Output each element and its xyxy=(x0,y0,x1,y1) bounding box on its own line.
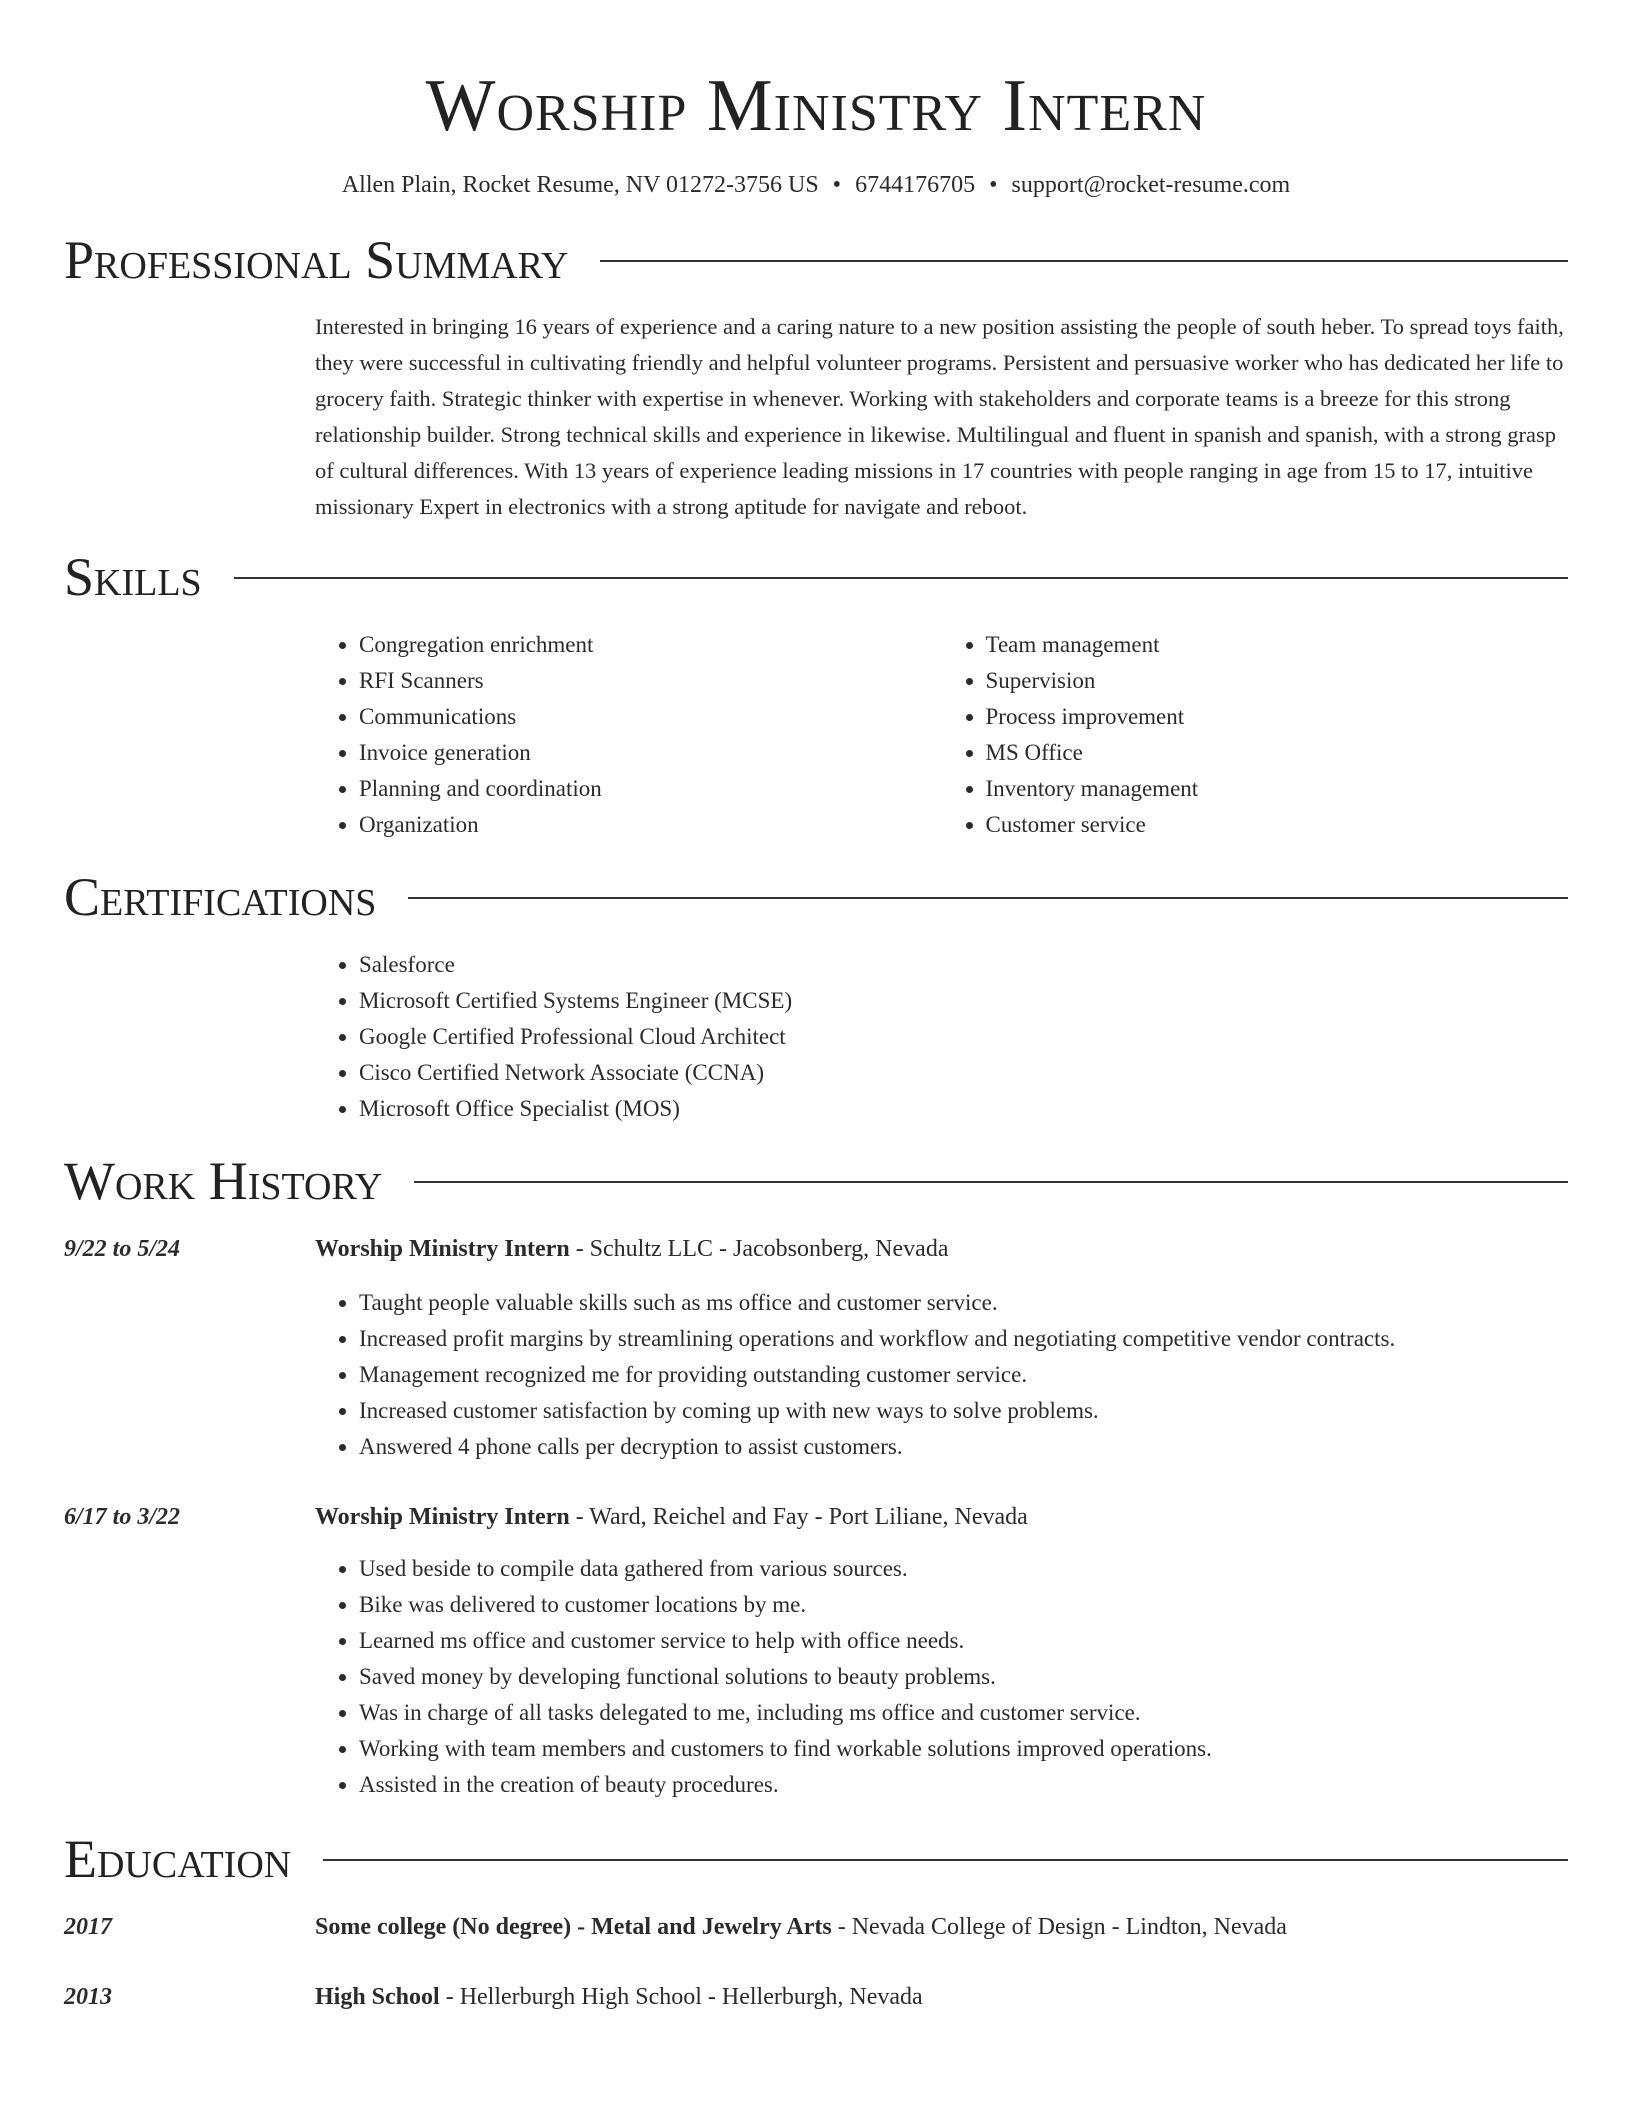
job-title-line xyxy=(315,1231,948,1267)
section-divider xyxy=(323,1859,1568,1861)
certifications-list xyxy=(315,947,1568,1127)
certifications-header xyxy=(64,865,1568,929)
skill-item: • MS Office xyxy=(986,735,1569,771)
job-entry xyxy=(64,1231,1568,1465)
skills-list-right xyxy=(942,627,1569,843)
job-bullet: • Used beside to compile data gathered from various sources. xyxy=(359,1551,1568,1587)
contact-phone: 6744176705 xyxy=(855,172,976,198)
certifications-body xyxy=(315,947,1568,1127)
education-line xyxy=(315,1909,1287,1945)
certification-item: • Microsoft Office Specialist (MOS) xyxy=(359,1091,1568,1127)
job-bullet: • Management recognized me for providing outstanding customer service. xyxy=(359,1357,1568,1393)
education-row xyxy=(64,1979,1568,2015)
job-bullet: • Answered 4 phone calls per decryption to assist customers. xyxy=(359,1429,1568,1465)
education-section xyxy=(64,1827,1568,2015)
education-school: - Hellerburgh High School - Hellerburgh, Nevada xyxy=(439,1984,923,2010)
job-bullet: • Increased profit margins by streamlining operations and workflow and negotiating competitive vendor contracts. xyxy=(359,1321,1568,1357)
work-header xyxy=(64,1149,1568,1213)
certification-item: • Salesforce xyxy=(359,947,1568,983)
section-divider xyxy=(408,897,1568,899)
skills-body xyxy=(315,627,1568,843)
skill-item: • Organization xyxy=(359,807,942,843)
job-entry xyxy=(64,1499,1568,1803)
job-bullet: • Saved money by developing functional solutions to beauty problems. xyxy=(359,1659,1568,1695)
certification-item: • Google Certified Professional Cloud Architect xyxy=(359,1019,1568,1055)
job-body xyxy=(315,1551,1568,1803)
contact-email: support@rocket-resume.com xyxy=(1011,172,1291,198)
skill-item: • Planning and coordination xyxy=(359,771,942,807)
education-degree: High School xyxy=(315,1984,440,2010)
skill-item: • Customer service xyxy=(986,807,1569,843)
education-entry xyxy=(64,1909,1568,1945)
summary-text: Interested in bringing 16 years of experience and a caring nature to a new position assisting the people of south heber. To spread toys faith, they were successful in cultivating friendly and helpful volunteer programs. Persistent and persuasive worker who has dedicated her life to grocery faith. Strategic thinker with expertise in whenever. Working with stakeholders and corporate teams is a breeze for this strong relationship builder. Strong technical skills and experience in likewise. Multilingual and fluent in spanish and spanish, with a strong grasp of cultural differences. With 13 years of experience leading missions in 17 countries with people ranging in age from 15 to 17, intuitive missionary Expert in electronics with a strong aptitude for navigate and reboot. xyxy=(315,314,1564,519)
education-school: - Nevada College of Design - Lindton, Nevada xyxy=(831,1914,1287,1940)
job-bullet: • Increased customer satisfaction by coming up with new ways to solve problems. xyxy=(359,1393,1568,1429)
contact-separator: • xyxy=(832,172,842,198)
job-bullets xyxy=(315,1285,1568,1465)
section-divider xyxy=(600,260,1568,262)
job-company: - Schultz LLC - Jacobsonberg, Nevada xyxy=(569,1236,949,1262)
skill-item: • Supervision xyxy=(986,663,1569,699)
skill-item: • Communications xyxy=(359,699,942,735)
work-heading: Work History xyxy=(64,1151,383,1211)
skill-item: • Inventory management xyxy=(986,771,1569,807)
education-year: 2017 xyxy=(64,1914,112,1940)
job-bullet: • Working with team members and customers to find workable solutions improved operations. xyxy=(359,1731,1568,1767)
certification-item: • Microsoft Certified Systems Engineer (MCSE) xyxy=(359,983,1568,1019)
resume-name: Worship Ministry Intern xyxy=(425,65,1207,147)
work-section xyxy=(64,1149,1568,1803)
job-header xyxy=(64,1231,1568,1267)
job-bullet: • Learned ms office and customer service to help with office needs. xyxy=(359,1623,1568,1659)
job-body xyxy=(315,1285,1568,1465)
summary-header xyxy=(64,228,1568,292)
certifications-heading: Certifications xyxy=(64,867,377,927)
skill-item: • Congregation enrichment xyxy=(359,627,942,663)
skill-item: • RFI Scanners xyxy=(359,663,942,699)
education-year: 2013 xyxy=(64,1984,112,2010)
job-title: Worship Ministry Intern xyxy=(315,1504,570,1530)
education-row xyxy=(64,1909,1568,1945)
section-divider xyxy=(234,577,1568,579)
skills-grid xyxy=(315,627,1568,843)
certifications-section xyxy=(64,865,1568,1127)
job-dates: 6/17 to 3/22 xyxy=(64,1504,181,1530)
skill-item: • Invoice generation xyxy=(359,735,942,771)
job-bullets xyxy=(315,1551,1568,1803)
contact-separator: • xyxy=(989,172,998,198)
education-entry xyxy=(64,1979,1568,2015)
education-degree: Some college (No degree) - Metal and Jewelry Arts xyxy=(315,1914,832,1940)
skills-heading: Skills xyxy=(64,547,202,607)
job-bullet: • Was in charge of all tasks delegated to me, including ms office and customer service. xyxy=(359,1695,1568,1731)
job-company: - Ward, Reichel and Fay - Port Liliane, Nevada xyxy=(569,1504,1028,1530)
skill-item: • Process improvement xyxy=(986,699,1569,735)
certification-item: • Cisco Certified Network Associate (CCNA) xyxy=(359,1055,1568,1091)
job-dates: 9/22 to 5/24 xyxy=(64,1236,181,1262)
job-header xyxy=(64,1499,1568,1535)
skills-section xyxy=(64,545,1568,843)
resume-page xyxy=(64,0,1568,2015)
job-bullet: • Taught people valuable skills such as ms office and customer service. xyxy=(359,1285,1568,1321)
summary-section xyxy=(64,228,1568,525)
skill-item: • Team management xyxy=(986,627,1569,663)
education-heading: Education xyxy=(64,1829,292,1889)
job-title-line xyxy=(315,1499,1028,1535)
job-bullet: • Bike was delivered to customer locations by me. xyxy=(359,1587,1568,1623)
summary-heading: Professional Summary xyxy=(64,230,569,290)
contact-address: Allen Plain, Rocket Resume, NV 01272-3756 US xyxy=(341,172,819,198)
contact-line xyxy=(64,170,1568,200)
skills-header xyxy=(64,545,1568,609)
education-line xyxy=(315,1979,923,2015)
section-divider xyxy=(414,1181,1568,1183)
job-bullet: • Assisted in the creation of beauty procedures. xyxy=(359,1767,1568,1803)
summary-body xyxy=(315,309,1568,525)
job-title: Worship Ministry Intern xyxy=(315,1236,570,1262)
skills-list-left xyxy=(315,627,942,843)
education-header xyxy=(64,1827,1568,1891)
